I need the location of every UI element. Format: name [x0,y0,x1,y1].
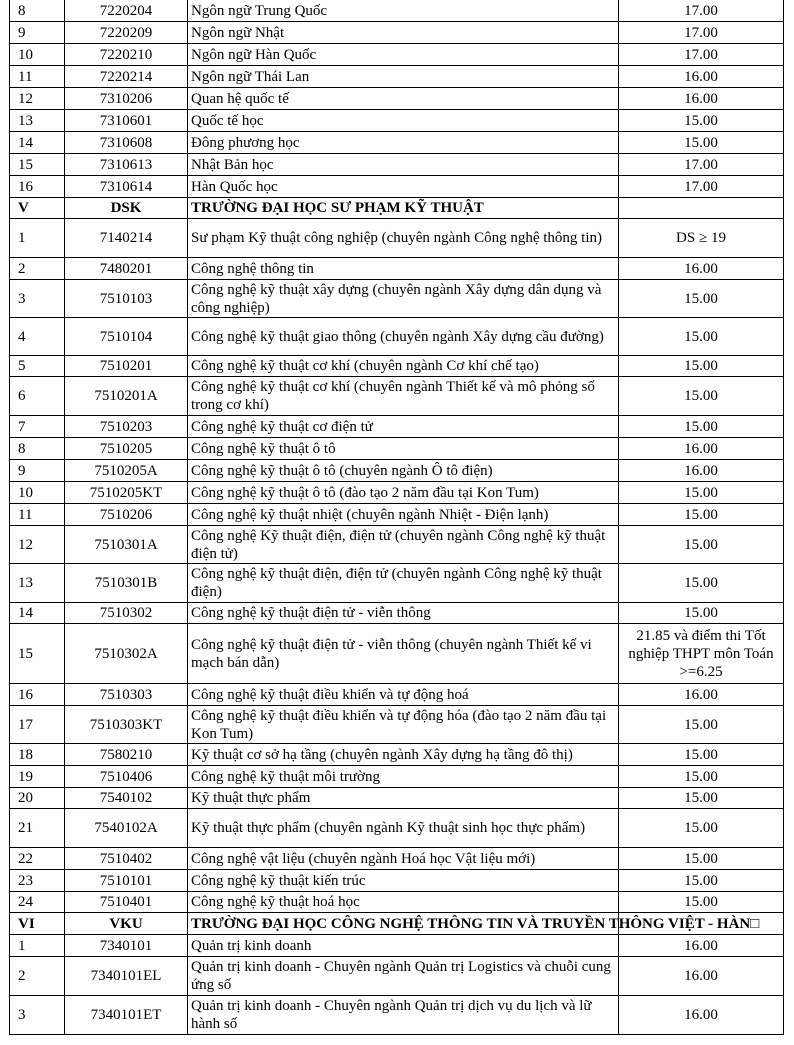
table-body [10,0,784,1035]
name-cell: Kỹ thuật thực phẩm (chuyên ngành Kỹ thuật sinh học thực phẩm) [188,809,619,848]
table-row [10,438,784,460]
code-cell: 7510201A [65,377,188,416]
score-cell: 15.00 [619,809,784,848]
code-cell: 7220209 [65,22,188,44]
score-cell: 15.00 [619,848,784,870]
name-cell: Quốc tế học [188,110,619,132]
stt-cell: 2 [10,258,65,280]
score-cell: 17.00 [619,154,784,176]
code-cell: 7510401 [65,892,188,913]
code-cell: 7340101ET [65,996,188,1035]
name-cell: Công nghệ kỹ thuật môi trường [188,766,619,788]
stt-cell: 14 [10,132,65,154]
stt-cell: 1 [10,219,65,258]
name-cell: Công nghệ kỹ thuật cơ khí (chuyên ngành Thiết kế và mô phỏng số trong cơ khí) [188,377,619,416]
score-cell [619,198,784,219]
code-cell: 7510301A [65,526,188,564]
stt-cell: 23 [10,870,65,892]
code-cell: 7340101 [65,935,188,957]
table-row [10,624,784,684]
stt-cell: 18 [10,744,65,766]
table-row [10,482,784,504]
stt-cell: 8 [10,438,65,460]
table-row [10,318,784,356]
code-cell: 7510103 [65,280,188,318]
stt-cell: 6 [10,377,65,416]
table-row [10,744,784,766]
code-cell: 7510101 [65,870,188,892]
score-cell: 15.00 [619,416,784,438]
score-cell: 15.00 [619,766,784,788]
score-cell: 16.00 [619,684,784,706]
stt-cell: 10 [10,44,65,66]
code-cell: 7220214 [65,66,188,88]
code-cell: 7480201 [65,258,188,280]
table-row [10,684,784,706]
table-row [10,219,784,258]
stt-cell: 3 [10,280,65,318]
code-cell: 7510205 [65,438,188,460]
table-row [10,870,784,892]
code-cell: 7540102A [65,809,188,848]
score-cell: 15.00 [619,377,784,416]
name-cell: Công nghệ vật liệu (chuyên ngành Hoá học Vật liệu mới) [188,848,619,870]
name-cell: Ngôn ngữ Thái Lan [188,66,619,88]
score-cell: 17.00 [619,44,784,66]
code-cell: 7310601 [65,110,188,132]
name-cell: Ngôn ngữ Hàn Quốc [188,44,619,66]
name-cell: Hàn Quốc học [188,176,619,198]
table-row [10,935,784,957]
code-cell: 7510205A [65,460,188,482]
name-cell: TRƯỜNG ĐẠI HỌC SƯ PHẠM KỸ THUẬT [188,198,619,219]
score-cell: 15.00 [619,744,784,766]
name-cell: Công nghệ kỹ thuật cơ điện tử [188,416,619,438]
table-row [10,0,784,22]
table-row [10,416,784,438]
stt-cell: 17 [10,706,65,744]
name-cell: Công nghệ kỹ thuật điện, điện tử (chuyên ngành Công nghệ kỹ thuật điện) [188,564,619,603]
code-cell: 7510302 [65,603,188,624]
stt-cell: 10 [10,482,65,504]
score-cell: 15.00 [619,280,784,318]
score-cell: 16.00 [619,88,784,110]
stt-cell: 3 [10,996,65,1035]
code-cell: 7540102 [65,788,188,809]
name-cell: Quản trị kinh doanh - Chuyên ngành Quản trị Logistics và chuỗi cung ứng số [188,957,619,996]
stt-cell: 13 [10,110,65,132]
score-cell: 15.00 [619,603,784,624]
stt-cell: 21 [10,809,65,848]
score-cell: 15.00 [619,706,784,744]
score-cell: 16.00 [619,957,784,996]
table-row [10,377,784,416]
code-cell: 7220210 [65,44,188,66]
code-cell: 7510302A [65,624,188,684]
table-row [10,848,784,870]
score-cell: DS ≥ 19 [619,219,784,258]
code-cell: 7510205KT [65,482,188,504]
table-row [10,176,784,198]
name-cell: Công nghệ kỹ thuật hoá học [188,892,619,913]
stt-cell: 11 [10,66,65,88]
code-cell: 7510402 [65,848,188,870]
name-cell: Công nghệ Kỹ thuật điện, điện tử (chuyên ngành Công nghệ kỹ thuật điện tử) [188,526,619,564]
stt-cell: 16 [10,684,65,706]
name-cell: Công nghệ kỹ thuật kiến trúc [188,870,619,892]
code-cell: VKU [65,913,188,935]
score-cell: 15.00 [619,870,784,892]
name-cell: Công nghệ kỹ thuật xây dựng (chuyên ngành Xây dựng dân dụng và công nghiệp) [188,280,619,318]
stt-cell: 11 [10,504,65,526]
score-cell: 15.00 [619,356,784,377]
code-cell: 7510203 [65,416,188,438]
table-row [10,809,784,848]
code-cell: 7510406 [65,766,188,788]
stt-cell: 15 [10,624,65,684]
table-row [10,460,784,482]
table-row [10,22,784,44]
score-cell: 17.00 [619,22,784,44]
stt-cell: 12 [10,526,65,564]
stt-cell: 7 [10,416,65,438]
stt-cell: 13 [10,564,65,603]
section-row [10,198,784,219]
table-row [10,110,784,132]
score-cell: 16.00 [619,935,784,957]
name-cell: Kỹ thuật thực phẩm [188,788,619,809]
name-cell: Công nghệ kỹ thuật ô tô (đào tạo 2 năm đầu tại Kon Tum) [188,482,619,504]
name-cell: TRƯỜNG ĐẠI HỌC CÔNG NGHỆ THÔNG TIN VÀ TRUYỀN THÔNG VIỆT - HÀN□ [188,913,619,935]
table-row [10,766,784,788]
score-cell: 17.00 [619,0,784,22]
table-row [10,154,784,176]
score-cell: 16.00 [619,460,784,482]
score-cell: 17.00 [619,176,784,198]
table-row [10,258,784,280]
score-cell: 15.00 [619,482,784,504]
stt-cell: 14 [10,603,65,624]
code-cell: 7510301B [65,564,188,603]
section-row [10,913,784,935]
code-cell: 7310613 [65,154,188,176]
score-cell: 15.00 [619,318,784,356]
table-row [10,564,784,603]
name-cell: Nhật Bản học [188,154,619,176]
stt-cell: 24 [10,892,65,913]
name-cell: Công nghệ kỹ thuật điều khiển và tự động hóa (đào tạo 2 năm đầu tại Kon Tum) [188,706,619,744]
stt-cell: 16 [10,176,65,198]
code-cell: 7310614 [65,176,188,198]
name-cell: Công nghệ kỹ thuật điện tử - viễn thông (chuyên ngành Thiết kế vi mạch bán dẫn) [188,624,619,684]
code-cell: 7510206 [65,504,188,526]
score-cell: 15.00 [619,788,784,809]
name-cell: Ngôn ngữ Nhật [188,22,619,44]
name-cell: Công nghệ kỹ thuật nhiệt (chuyên ngành Nhiệt - Điện lạnh) [188,504,619,526]
stt-cell: 12 [10,88,65,110]
table-row [10,504,784,526]
table-row [10,44,784,66]
score-cell: 16.00 [619,996,784,1035]
stt-cell: 8 [10,0,65,22]
stt-cell: V [10,198,65,219]
code-cell: 7510303KT [65,706,188,744]
score-cell: 16.00 [619,438,784,460]
table-row [10,526,784,564]
code-cell: 7220204 [65,0,188,22]
code-cell: 7340101EL [65,957,188,996]
name-cell: Công nghệ kỹ thuật điều khiển và tự động hoá [188,684,619,706]
score-cell: 15.00 [619,564,784,603]
score-cell: 16.00 [619,258,784,280]
stt-cell: 20 [10,788,65,809]
name-cell: Công nghệ kỹ thuật giao thông (chuyên ngành Xây dựng cầu đường) [188,318,619,356]
name-cell: Quản trị kinh doanh [188,935,619,957]
score-cell: 15.00 [619,132,784,154]
name-cell: Sư phạm Kỹ thuật công nghiệp (chuyên ngành Công nghệ thông tin) [188,219,619,258]
code-cell: 7310206 [65,88,188,110]
code-cell: 7310608 [65,132,188,154]
table-row [10,66,784,88]
stt-cell: 5 [10,356,65,377]
code-cell: 7140214 [65,219,188,258]
score-cell: 15.00 [619,110,784,132]
score-cell: 15.00 [619,504,784,526]
name-cell: Công nghệ kỹ thuật ô tô (chuyên ngành Ô tô điện) [188,460,619,482]
code-cell: 7510303 [65,684,188,706]
name-cell: Ngôn ngữ Trung Quốc [188,0,619,22]
score-cell: 15.00 [619,892,784,913]
table-row [10,356,784,377]
score-cell: 16.00 [619,66,784,88]
name-cell: Kỹ thuật cơ sở hạ tầng (chuyên ngành Xây dựng hạ tầng đô thị) [188,744,619,766]
stt-cell: 9 [10,460,65,482]
table-row [10,603,784,624]
name-cell: Công nghệ thông tin [188,258,619,280]
code-cell: DSK [65,198,188,219]
stt-cell: 19 [10,766,65,788]
stt-cell: 1 [10,935,65,957]
name-cell: Đông phương học [188,132,619,154]
table-row [10,706,784,744]
name-cell: Quan hệ quốc tế [188,88,619,110]
table-row [10,788,784,809]
table-row [10,88,784,110]
name-cell: Quản trị kinh doanh - Chuyên ngành Quản trị dịch vụ du lịch và lữ hành số [188,996,619,1035]
name-cell: Công nghệ kỹ thuật ô tô [188,438,619,460]
stt-cell: 4 [10,318,65,356]
score-cell: 15.00 [619,526,784,564]
stt-cell: 15 [10,154,65,176]
table-row [10,892,784,913]
stt-cell: VI [10,913,65,935]
admission-score-table [9,0,784,1035]
table-row [10,132,784,154]
stt-cell: 22 [10,848,65,870]
stt-cell: 9 [10,22,65,44]
score-cell: 21.85 và điểm thi Tốt nghiệp THPT môn Toán >=6.25 [619,624,784,684]
table-row [10,280,784,318]
code-cell: 7510201 [65,356,188,377]
name-cell: Công nghệ kỹ thuật điện tử - viễn thông [188,603,619,624]
table-row [10,957,784,996]
table-row [10,996,784,1035]
stt-cell: 2 [10,957,65,996]
name-cell: Công nghệ kỹ thuật cơ khí (chuyên ngành Cơ khí chế tạo) [188,356,619,377]
code-cell: 7510104 [65,318,188,356]
code-cell: 7580210 [65,744,188,766]
